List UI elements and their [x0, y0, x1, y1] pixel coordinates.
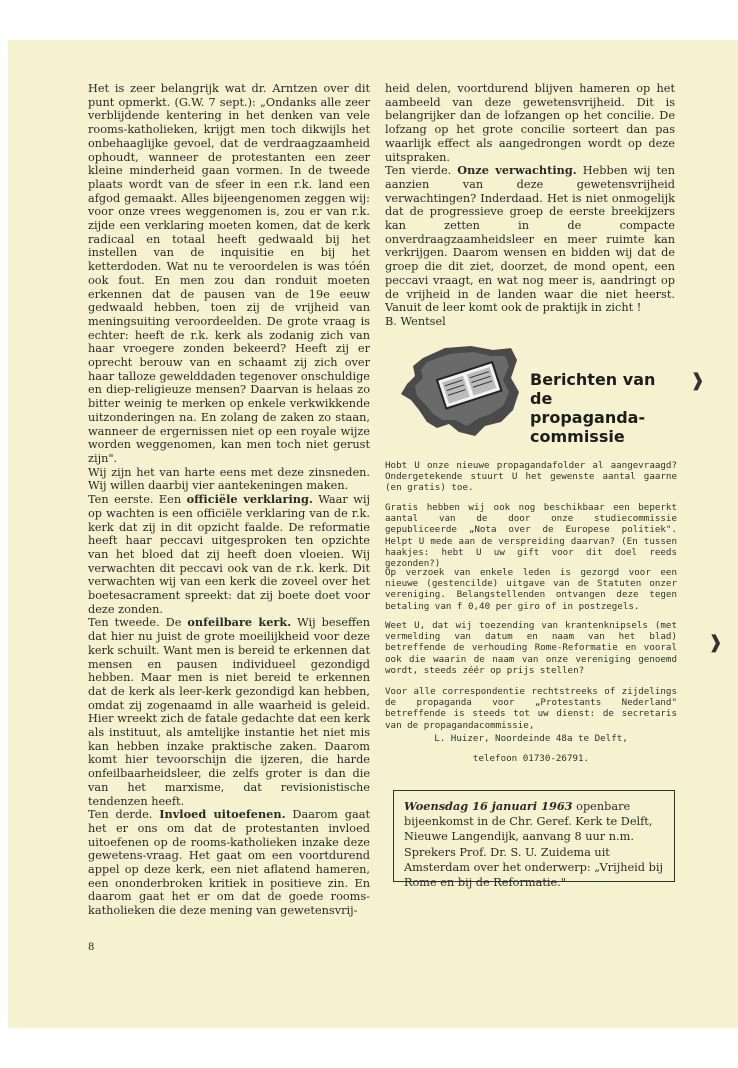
netherlands-map-icon — [393, 340, 525, 440]
title-line: Berichten van de — [530, 370, 656, 408]
item-text: Voor alle correspondentie rechtstreeks of zijdelings de propaganda voor „Protestants Nederland" betreffende is steeds tot uw dienst: de secretaris van de propagandacommissie, — [385, 686, 677, 731]
margin-mark-icon: ❱ — [690, 370, 706, 391]
point-heading: Onze verwachting. — [457, 163, 577, 178]
right-column — [385, 82, 675, 329]
contact-address — [385, 733, 677, 744]
item-text: Weet U, dat wij toezending van krantenknipsels (met vermelding van datum en naam van het blad) betreffende de verhouding Rome-Reformatie en vooral ook die waarin de naam van onze vereniging genoemd wordt, steeds zéér op prijs stellen? — [385, 620, 677, 676]
paragraph-continuation: heid delen, voortdurend blijven hameren op het aambeeld van deze gewetensvrijheid. Dit is belangrijker dan de lofzangen op het concilie. De lofzang op het grote concilie sorteert dan pas waarlijk effect als aangedrongen wordt op deze uitspraken. — [385, 82, 675, 164]
paragraph-second-point — [88, 616, 370, 808]
meeting-announcement — [393, 790, 675, 890]
page-number: 8 — [88, 942, 95, 953]
announcement-date: Woensdag 16 januari 1963 — [404, 799, 573, 813]
point-heading: Invloed uitoefenen. — [159, 807, 286, 822]
point-body: Daarom gaat het er ons om dat de protestanten invloed uitoefenen op de rooms-katholieken inzake deze gewetens-vraag. Het gaat om een voortdurend appel op deze kerk, een niet aflatend hameren, een ononderbroken kritiek in positieve zin. En daarom gaat het er om dat de goede rooms-katholieken die deze mening van gewetensvrij- — [88, 808, 370, 918]
paragraph-third-point — [88, 808, 370, 918]
paragraph-fourth-point — [385, 164, 675, 315]
title-line: commissie — [530, 427, 625, 446]
propaganda-title — [530, 370, 683, 446]
propaganda-header — [393, 340, 683, 450]
paragraph-agreement: Wij zijn het van harte eens met deze zinsneden. Wij willen daarbij vier aantekeningen maken. — [88, 465, 370, 493]
author-signature: B. Wentsel — [385, 314, 446, 328]
phone-text: telefoon 01730-26791. — [472, 753, 590, 764]
contact-phone — [385, 753, 677, 764]
point-lead: Ten vierde. — [385, 164, 458, 178]
point-body: Wij beseffen dat hier nu juist de grote moeilijkheid voor deze kerk schuilt. Want men is bereid te erkennen dat mensen en pausen individueel gezondigd hebben. Maar men is niet bereid te erkennen dat de kerk als leer-kerk gezondigd kan hebben, omdat zij zogenaamd in alle waarheid is geleid. Hier wreekt zich de fatale gedachte dat een kerk als instituut, als amtelijke instantie het niet mis kan hebben inzake praktische zaken. Daarom komt hier tevoorschijn die ijzeren, die harde onfeilbaarheidsleer, die zelfs groter is dan die van het marxisme, dat revisionistische tendenzen heeft. — [88, 616, 370, 808]
item-text: Gratis hebben wij ook nog beschikbaar een beperkt aantal van de door onze studiecommissie gepubliceerde „Nota over de Europese politiek". Helpt U mede aan de verspreiding daarvan? (En tussen haakjes: hebt U uw gift voor dit doel reeds gezonden?) — [385, 502, 677, 570]
point-lead: Ten tweede. De — [88, 616, 188, 630]
point-lead: Ten derde. — [88, 808, 160, 822]
paragraph-first-point — [88, 493, 370, 616]
item-text: Hobt U onze nieuwe propagandafolder al aangevraagd? Ondergetekende stuurt U het gewenste aantal gaarne (en gratis) toe. — [385, 460, 677, 494]
address-text: L. Huizer, Noordeinde 48a te Delft, — [434, 733, 628, 744]
point-body: Hebben wij ten aanzien van deze gewetensvrijheid verwachtingen? Inderdaad. Het is niet onmogelijk dat de progressieve groep de eerste breekijzers kan zetten in de compacte onverdraagzaamheidsleer en meer ruimte kan verkrijgen. Daarom wensen en bidden wij dat de groep die dit ziet, doorzet, de mond opent, een peccavi vraagt, en wat nog meer is, aandringt op de vrijheid in de landen waar die niet heerst. Vanuit de leer komt ook de praktijk in zicht ! — [385, 164, 675, 315]
propaganda-item-statuten — [385, 567, 677, 612]
paragraph-arntzen-quote: Het is zeer belangrijk wat dr. Arntzen over dit punt opmerkt. (G.W. 7 sept.): „Ondanks alle zeer verblijdende kentering in het denken van vele rooms-katholieken, krijgt men toch dikwijls het onbehaaglijke gevoel, dat de verdraagzaamheid ophoudt, wanneer de protestanten een zeer kleine minderheid gaan vormen. In de tweede plaats wordt van de sfeer in een r.k. land een afgod gemaakt. Alles bijeengenomen zeggen wij: voor onze vrees weggenomen is, zou er van r.k. zijde een verklaring moeten komen, dat de kerk radicaal en totaal heeft gedwaald bij het instellen van de inquisitie en bij het ketterdoden. Wat nu te veroordelen is was tóén ook fout. En men zou dan ronduit moeten erkennen dat de pausen van de 19e eeuw gedwaald hebben, toen zij de vrijheid van meningsuiting veroordeelden. De grote vraag is echter: heeft de r.k. kerk als zodanig zich van haar vroegere zonden bekeerd? Heeft zij er oprecht berouw van en schaamt zij zich over haar talloze gewelddaden tegenover onschuldige en diep-religieuze mensen? Daarvan is helaas zo bitter weinig te merken op enkele verkwikkende uitzonderingen na. En zolang de zaken zo staan, wanneer de ergernissen niet op een royale wijze worden weggenomen, kan men toch niet gerust zijn". — [88, 82, 370, 465]
margin-mark-icon: ❱ — [708, 632, 724, 653]
propaganda-item-nota — [385, 502, 677, 569]
point-body: Waar wij op wachten is een officiële verklaring van de r.k. kerk dat zij in dit opzicht faalde. De reformatie heeft haar peccavi uitgesproken ten opzichte van het bloed dat zij heeft doen vloeien. Wij verwachten dit peccavi ook van de r.k. kerk. Dit verwachten wij van een kerk die zoveel over het boetesacrament spreekt: dat zij boete doet voor deze zonden. — [88, 493, 370, 616]
item-text: Op verzoek van enkele leden is gezorgd voor een nieuwe (gestencilde) uitgave van de Statuten onzer vereniging. Belangstellenden ontvangen deze tegen betaling van f 0,40 per giro of in postzegels. — [385, 567, 677, 612]
title-line: propaganda- — [530, 408, 646, 427]
point-heading: onfeilbare kerk. — [187, 615, 292, 630]
propaganda-item-knipsels — [385, 620, 677, 676]
left-column — [88, 82, 370, 918]
announcement-text: openbare bijeenkomst in de Chr. Geref. Kerk te Delft, Nieuwe Langendijk, aanvang 8 uur n.m. Sprekers Prof. Dr. S. U. Zuidema uit Amsterdam over het onderwerp: „Vrijheid bij Rome en bij de Reformatie." — [404, 800, 663, 890]
propaganda-item-folder — [385, 460, 677, 494]
point-lead: Ten eerste. Een — [88, 493, 187, 507]
propaganda-item-correspondentie — [385, 686, 677, 731]
point-heading: officiële verklaring. — [186, 492, 313, 507]
